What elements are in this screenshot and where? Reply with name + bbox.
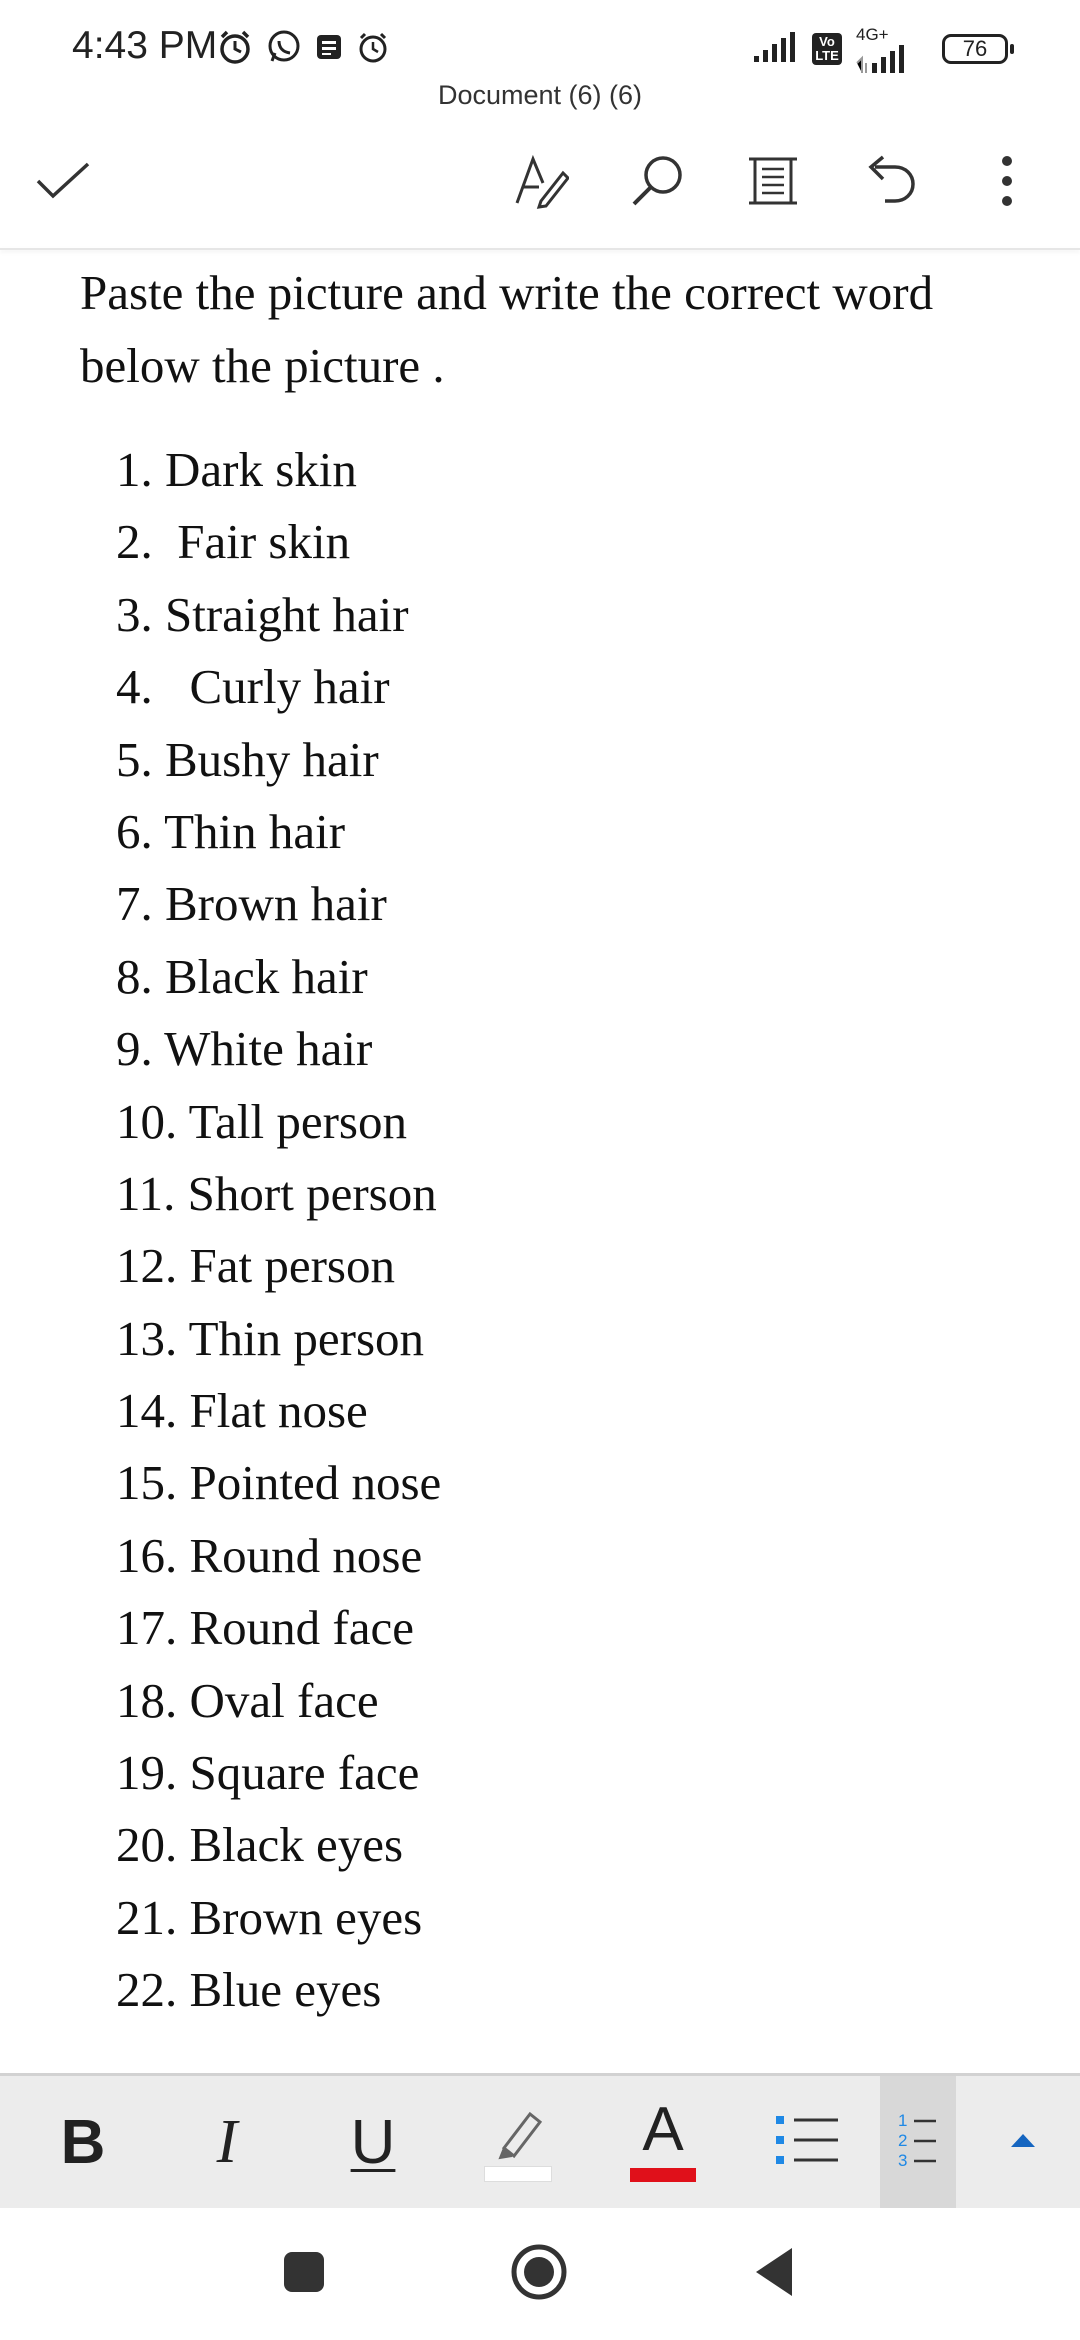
battery-icon: 76	[942, 34, 1008, 64]
alarm-clock-icon	[216, 28, 254, 71]
home-icon	[509, 2242, 569, 2307]
document-title[interactable]: Document (6) (6)	[437, 80, 643, 110]
done-check-icon	[35, 161, 91, 206]
list-item[interactable]: 2. Fair skin	[116, 514, 351, 570]
home-button[interactable]	[503, 2238, 575, 2310]
numbered-word-list	[116, 434, 441, 2027]
bullet-list-button[interactable]	[752, 2076, 862, 2208]
highlight-button[interactable]	[462, 2076, 572, 2208]
list-item[interactable]: 6. Thin hair	[116, 803, 346, 859]
font-color-button[interactable]	[608, 2076, 718, 2208]
undo-icon	[861, 153, 917, 214]
back-button[interactable]	[738, 2238, 810, 2310]
draw-pen-icon	[513, 153, 569, 214]
recent-apps-button[interactable]	[268, 2238, 340, 2310]
list-item[interactable]: 11. Short person	[116, 1165, 437, 1221]
list-item[interactable]: 5. Bushy hair	[116, 731, 379, 787]
reading-view-icon	[745, 153, 801, 214]
list-item[interactable]: 4. Curly hair	[116, 659, 390, 715]
draw-button[interactable]	[508, 150, 574, 216]
numbered-list-button[interactable]	[880, 2076, 956, 2208]
format-toolbar	[0, 2073, 1080, 2208]
caret-up-icon	[1009, 2131, 1037, 2154]
list-item[interactable]: 10. Tall person	[116, 1093, 407, 1149]
list-item[interactable]: 21. Brown eyes	[116, 1889, 423, 1945]
undo-button[interactable]	[856, 150, 922, 216]
back-icon	[752, 2246, 796, 2303]
list-item[interactable]: 16. Round nose	[116, 1527, 423, 1583]
search-icon	[629, 153, 685, 214]
list-item[interactable]: 9. White hair	[116, 1021, 373, 1077]
signal-4g-icon	[854, 25, 894, 69]
numbered-list-digit: 3	[898, 2151, 908, 2170]
font-color-letter: A	[642, 2095, 684, 2164]
list-item[interactable]: 8. Black hair	[116, 948, 368, 1004]
list-item[interactable]: 12. Fat person	[116, 1238, 395, 1294]
numbered-list-digit: 2	[898, 2131, 908, 2150]
list-item[interactable]: 22. Blue eyes	[116, 1962, 382, 2018]
bullet-list-icon	[774, 2112, 840, 2173]
reading-view-button[interactable]	[740, 150, 806, 216]
top-toolbar	[0, 120, 1080, 248]
alarm-icon	[356, 30, 390, 69]
volte-icon: Vo LTE	[812, 33, 842, 65]
expand-toolbar-button[interactable]	[968, 2076, 1078, 2208]
whatsapp-icon	[266, 29, 302, 70]
system-icons	[752, 26, 1008, 72]
list-item[interactable]: 19. Square face	[116, 1745, 420, 1801]
italic-button[interactable]: I	[216, 2107, 238, 2176]
more-options-icon	[997, 153, 1017, 214]
list-item[interactable]: 7. Brown hair	[116, 876, 387, 932]
list-item[interactable]: 1. Dark skin	[116, 442, 357, 497]
message-icon	[314, 32, 344, 67]
notification-icons	[216, 28, 390, 70]
font-color-icon	[628, 2095, 698, 2184]
list-item[interactable]: 13. Thin person	[116, 1310, 425, 1366]
system-nav-bar	[0, 2208, 1080, 2340]
list-item[interactable]: 14. Flat nose	[116, 1383, 368, 1439]
document-canvas[interactable]	[0, 250, 1080, 2070]
highlighter-icon	[482, 2104, 552, 2180]
signal-icon	[752, 30, 800, 69]
highlight-color-swatch	[484, 2166, 552, 2182]
more-options-button[interactable]	[974, 150, 1040, 216]
search-button[interactable]	[624, 150, 690, 216]
numbered-list-icon	[898, 2111, 938, 2173]
recent-apps-icon	[282, 2250, 326, 2299]
status-time: 4:43 PM	[72, 24, 218, 67]
document-paragraph[interactable]: Paste the picture and write the correct word below the picture .	[80, 265, 934, 393]
numbered-list-digit: 1	[898, 2111, 908, 2130]
bold-button[interactable]: B	[60, 2107, 106, 2177]
list-item[interactable]: 20. Black eyes	[116, 1817, 404, 1873]
done-button[interactable]	[30, 150, 96, 216]
list-item[interactable]: 18. Oval face	[116, 1672, 379, 1728]
network-type-label: 4G+	[856, 25, 889, 44]
list-item[interactable]: 15. Pointed nose	[116, 1455, 442, 1511]
font-color-swatch	[630, 2168, 696, 2182]
list-item[interactable]: 3. Straight hair	[116, 586, 409, 642]
list-item[interactable]: 17. Round face	[116, 1600, 414, 1656]
underline-button[interactable]: U	[350, 2107, 396, 2177]
